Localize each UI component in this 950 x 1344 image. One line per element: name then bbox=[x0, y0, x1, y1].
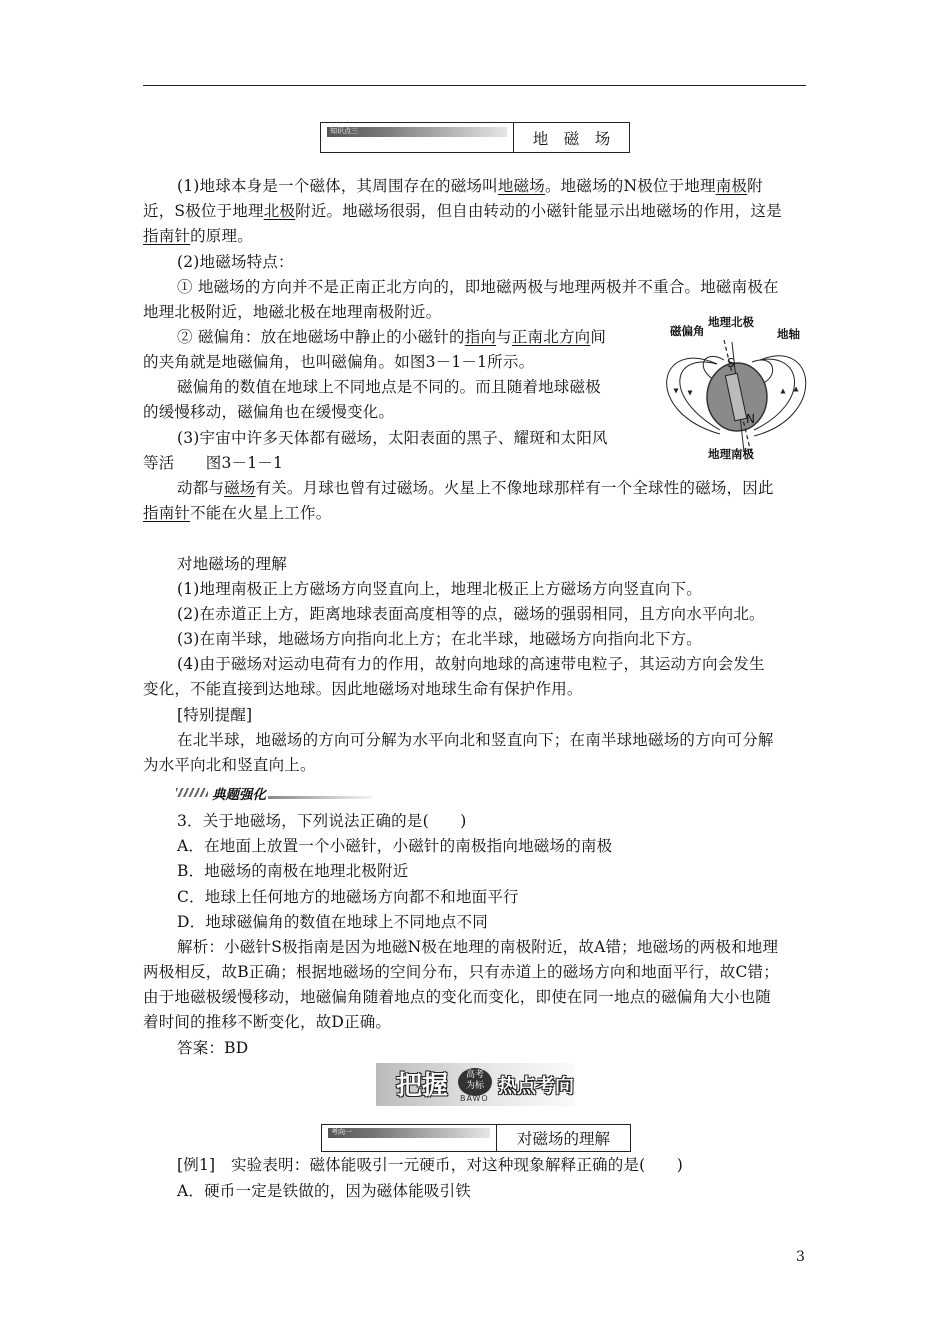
special-reminder-tag: [特别提醒] bbox=[177, 706, 253, 724]
label-geo-north: 地理北极 bbox=[708, 315, 754, 329]
para1-line2: 近，S极位于地理北极附近。地磁场很弱，但自由转动的小磁针能显示出地磁场的作用，这是 bbox=[143, 202, 782, 220]
term-magnetic-field: 磁场 bbox=[224, 479, 256, 497]
question3-solution-4: 着时间的推移不断变化，故D正确。 bbox=[143, 1013, 392, 1031]
banner-sub: BAWO bbox=[460, 1094, 489, 1103]
para2-point4-b: 等活 图3－1－1 bbox=[143, 454, 284, 472]
para2-point4-a: (3)宇宙中许多天体都有磁场，太阳表面的黑子、耀斑和太阳风 bbox=[177, 429, 608, 447]
understanding-item3: (3)在南半球，地磁场方向指向北上方；在北半球，地磁场方向指向北下方。 bbox=[177, 630, 702, 648]
hotspot-banner bbox=[376, 1063, 574, 1106]
term-south-pole: 南极 bbox=[715, 177, 748, 195]
term-compass-2: 指南针 bbox=[143, 504, 191, 522]
term-compass: 指南针 bbox=[143, 227, 191, 245]
question3-solution-2: 两极相反，故B正确；根据地磁场的空间分布，只有赤道上的磁场方向和地面平行，故C错； bbox=[143, 963, 779, 981]
question3-option-c: C．地球上任何地方的地磁场方向都不和地面平行 bbox=[177, 888, 519, 906]
understanding-title: 对地磁场的理解 bbox=[177, 555, 287, 573]
label-earth-axis: 地轴 bbox=[777, 327, 800, 341]
para2-point4-d: 指南针不能在火星上工作。 bbox=[143, 504, 332, 522]
question3-option-b: B．地磁场的南极在地理北极附近 bbox=[177, 862, 409, 880]
term-ns-direction: 正南北方向 bbox=[511, 328, 591, 346]
understanding-item2: (2)在赤道正上方，距离地球表面高度相等的点，磁场的强弱相同，且方向水平向北。 bbox=[177, 605, 765, 623]
question3-option-d: D．地球磁偏角的数值在地球上不同地点不同 bbox=[177, 913, 488, 931]
example1-stem: [例1] 实验表明：磁体能吸引一元硬币，对这种现象解释正确的是( ) bbox=[177, 1156, 684, 1174]
label-geo-south: 地理南极 bbox=[708, 447, 754, 461]
para2-point3-a: 磁偏角的数值在地球上不同地点是不同的。而且随着地球磁极 bbox=[177, 378, 601, 396]
question3-solution-3: 由于地磁极缓慢移动，地磁偏角随着地点的变化而变化，即使在同一地点的磁偏角大小也随 bbox=[143, 988, 772, 1006]
para2-point2-b: 的夹角就是地磁偏角，也叫磁偏角。如图3－1－1所示。 bbox=[143, 353, 535, 371]
para2-point1-b: 地理北极附近，地磁北极在地理南极附近。 bbox=[143, 303, 442, 321]
example-section-label: 典题强化 bbox=[176, 783, 372, 801]
para2-point1-a: ① 地磁场的方向并不是正南正北方向的，即地磁两极与地理两极并不重合。地磁南极在 bbox=[177, 278, 779, 296]
question3-stem: 3．关于地磁场，下列说法正确的是( ) bbox=[177, 812, 467, 830]
label-pole-n: N bbox=[746, 412, 755, 426]
term-pointing: 指向 bbox=[464, 328, 497, 346]
banner-main-text: 把握 bbox=[396, 1071, 449, 1101]
label-declination: 磁偏角 bbox=[670, 324, 705, 338]
stripes-decoration bbox=[176, 788, 208, 797]
direction-tag-label: 考向一 bbox=[331, 1128, 352, 1136]
section-header-direction1 bbox=[321, 1124, 631, 1152]
para2-head: (2)地磁场特点： bbox=[177, 253, 294, 271]
banner-oval: 高考 为标 bbox=[458, 1068, 492, 1096]
direction-tag bbox=[322, 1125, 497, 1151]
section-header-3 bbox=[320, 122, 630, 153]
section-tag-label: 知识点三 bbox=[330, 127, 358, 135]
banner-right-text: 热点考向 bbox=[498, 1075, 575, 1097]
para1-line3: 指南针的原理。 bbox=[143, 227, 253, 245]
special-reminder-b: 为水平向北和竖直向上。 bbox=[143, 756, 316, 774]
para2-point2-a: ② 磁偏角：放在地磁场中静止的小磁针的指向与正南北方向间 bbox=[177, 328, 607, 346]
label-pole-s: S bbox=[727, 356, 735, 370]
geomagnetic-figure bbox=[662, 312, 810, 462]
term-north-pole: 北极 bbox=[263, 202, 296, 220]
section-title: 地 磁 场 bbox=[532, 129, 611, 148]
understanding-item1: (1)地理南极正上方磁场方向竖直向上，地理北极正上方磁场方向竖直向下。 bbox=[177, 580, 702, 598]
term-geomagnetic-field: 地磁场 bbox=[497, 177, 545, 195]
header-rule bbox=[143, 85, 806, 86]
example1-option-a: A．硬币一定是铁做的，因为磁体能吸引铁 bbox=[177, 1182, 471, 1200]
page-number: 3 bbox=[796, 1249, 805, 1265]
question3-solution-1: 解析：小磁针S极指南是因为地磁N极在地理的南极附近，故A错；地磁场的两极和地理 bbox=[177, 938, 779, 956]
question3-option-a: A．在地面上放置一个小磁针，小磁针的南极指向地磁场的南极 bbox=[177, 837, 613, 855]
para2-point4-c: 动都与磁场有关。月球也曾有过磁场。火星上不像地球那样有一个全球性的磁场，因此 bbox=[177, 479, 774, 497]
direction-title: 对磁场的理解 bbox=[516, 1130, 610, 1148]
question3-answer: 答案：BD bbox=[177, 1039, 249, 1057]
understanding-item4-b: 变化，不能直接到达地球。因此地磁场对地球生命有保护作用。 bbox=[143, 680, 583, 698]
section-tag bbox=[321, 123, 514, 152]
para1-line1: (1)地球本身是一个磁体，其周围存在的磁场叫地磁场。地磁场的N极位于地理南极附 bbox=[177, 177, 763, 195]
para2-point3-b: 的缓慢移动，磁偏角也在缓慢变化。 bbox=[143, 403, 395, 421]
special-reminder-a: 在北半球，地磁场的方向可分解为水平向北和竖直向下；在南半球地磁场的方向可分解 bbox=[177, 731, 774, 749]
understanding-item4-a: (4)由于磁场对运动电荷有力的作用，故射向地球的高速带电粒子，其运动方向会发生 bbox=[177, 655, 765, 673]
